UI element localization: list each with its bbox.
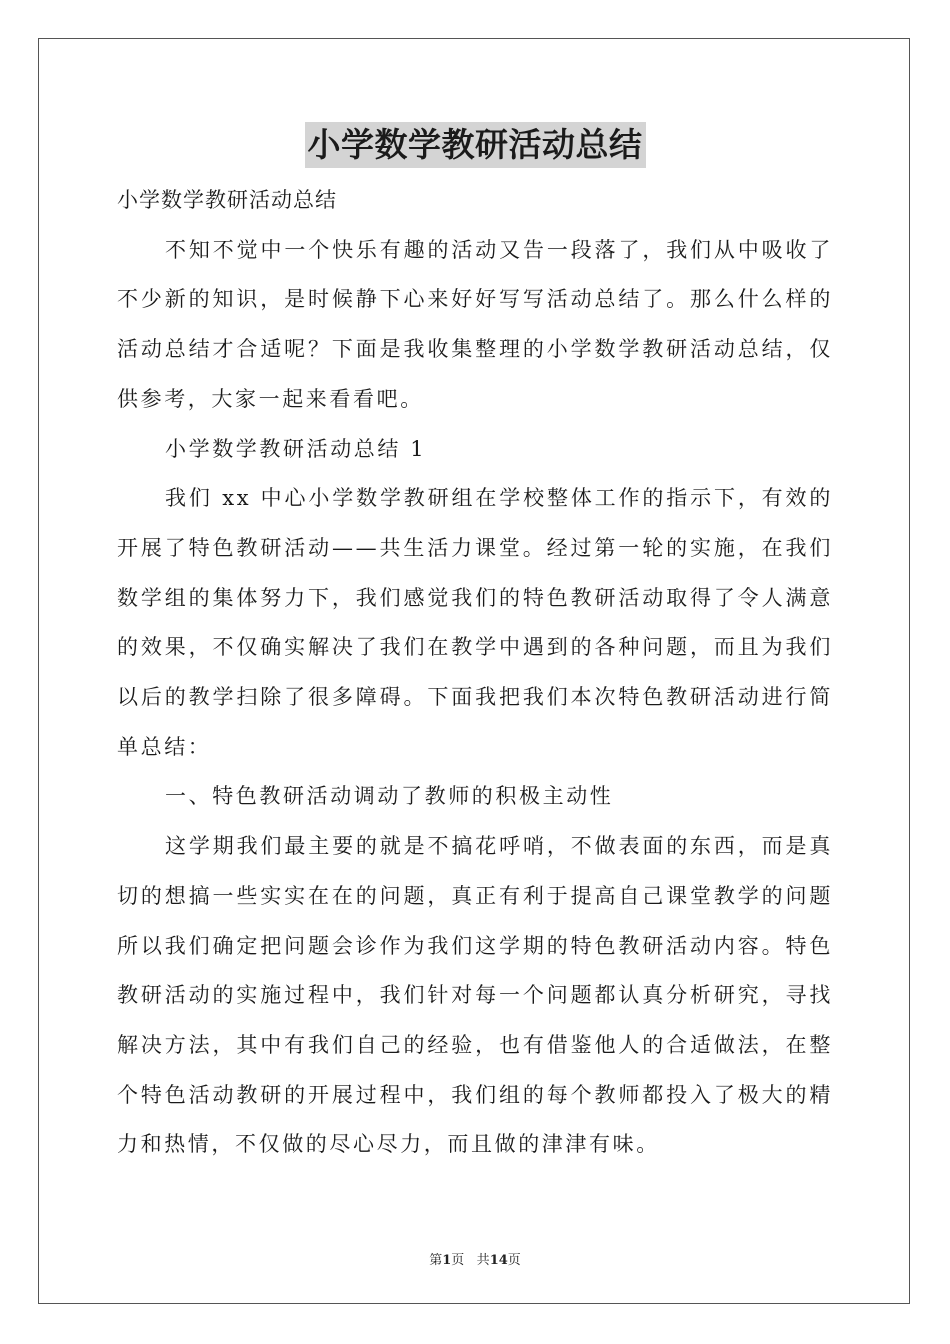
body-paragraph-2: 这学期我们最主要的就是不搞花呼哨，不做表面的东西，而是真切的想搞一些实实在在的问题，真正有利于提高自己课堂教学的问题所以我们确定把问题会诊作为我们这学期的特色教研活动内容。特色教研活动的实施过程中，我们针对每一个问题都认真分析研究，寻找解决方法，其中有我们自己的经验，也有借鉴他人的合适做法，在整个特色活动教研的开展过程中，我们组的每个教师都投入了极大的精力和热情，不仅做的尽心尽力，而且做的津津有味。 xyxy=(117,834,833,1157)
page-suffix: 页 xyxy=(451,1253,465,1268)
body-paragraph-1: 我们 xx 中心小学数学教研组在学校整体工作的指示下，有效的开展了特色教研活动——共生活力课堂。经过第一轮的实施，在我们数学组的集体努力下，我们感觉我们的特色教研活动取得了令人满意的效果，不仅确实解决了我们在教学中遇到的各种问题，而且为我们以后的教学扫除了很多障碍。下面我把我们本次特色教研活动进行简单总结： xyxy=(117,486,833,759)
document-title: 小学数学教研活动总结 xyxy=(305,122,646,168)
section-heading-1: 小学数学教研活动总结 1 xyxy=(165,436,427,461)
document-body xyxy=(117,176,833,1170)
subtitle-paragraph: 小学数学教研活动总结 xyxy=(117,188,337,212)
page-footer xyxy=(0,1249,950,1268)
total-prefix: 共 xyxy=(476,1253,490,1268)
page-prefix: 第 xyxy=(429,1253,443,1268)
total-suffix: 页 xyxy=(507,1253,521,1268)
intro-paragraph: 不知不觉中一个快乐有趣的活动又告一段落了，我们从中吸收了不少新的知识，是时候静下心来好好写写活动总结了。那么什么样的活动总结才合适呢？下面是我收集整理的小学数学教研活动总结，仅供参考，大家一起来看看吧。 xyxy=(117,237,833,411)
page-number: 1 xyxy=(442,1253,452,1268)
title-container xyxy=(0,122,950,168)
total-pages: 14 xyxy=(489,1253,508,1268)
subsection-heading-1: 一、特色教研活动调动了教师的积极主动性 xyxy=(165,784,614,809)
